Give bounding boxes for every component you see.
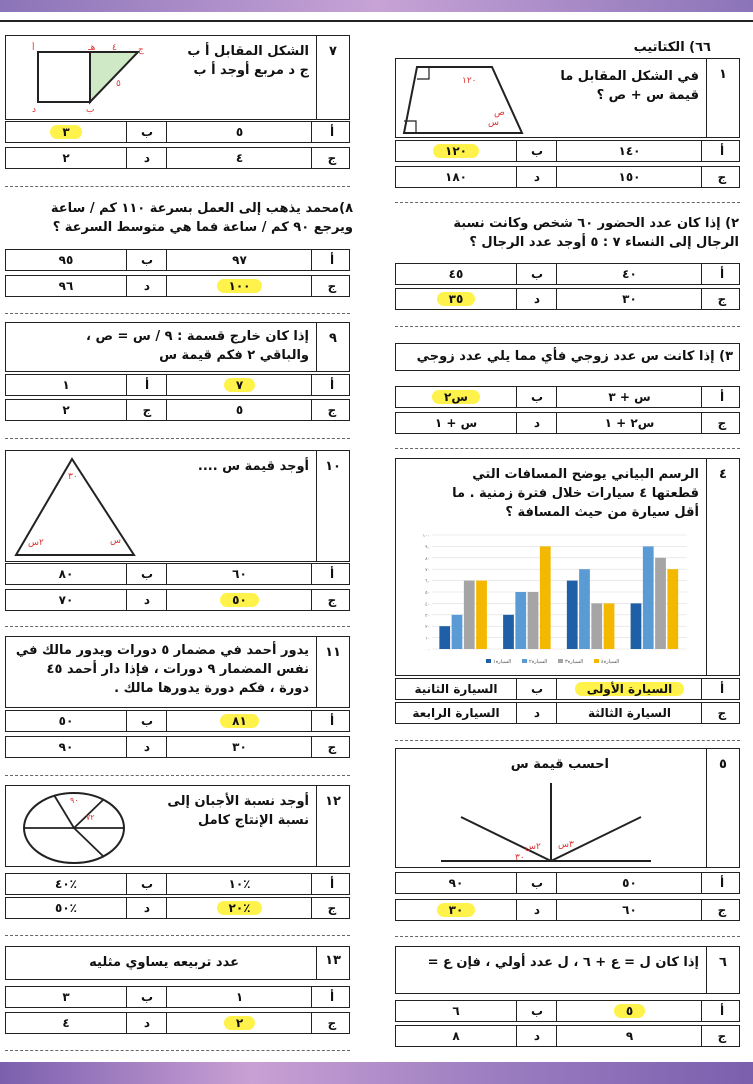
option-d-value[interactable]: ٧٠ xyxy=(58,593,74,607)
question-number: ١٣ xyxy=(325,953,341,968)
chart-bar xyxy=(579,569,590,649)
legend-label: السيارة٣ xyxy=(565,659,584,665)
option-d-letter: د xyxy=(516,289,557,309)
question-3-head xyxy=(395,343,740,371)
y-tick-label: ٠ xyxy=(427,648,430,653)
option-b-letter: ب xyxy=(126,122,167,142)
options-row xyxy=(395,263,740,285)
question-text: عدد تربيعه يساوي مثليه xyxy=(89,955,239,970)
angle-label-a: ٣٠ xyxy=(68,472,78,482)
separator xyxy=(5,186,350,187)
option-d-value[interactable]: ٥٠٪ xyxy=(55,901,77,915)
divider xyxy=(706,59,707,137)
option-d-value[interactable]: السيارة الرابعة xyxy=(412,706,500,720)
options-row xyxy=(5,710,350,732)
option-c-letter: ج xyxy=(701,289,742,309)
separator xyxy=(395,740,740,741)
divider xyxy=(706,459,707,675)
chart-bar xyxy=(515,592,526,649)
question-1-box xyxy=(395,58,740,138)
option-d-letter: د xyxy=(516,1026,557,1046)
vertex-c: ج xyxy=(138,45,144,55)
option-a-value: ٧ xyxy=(224,378,255,392)
option-a-value[interactable]: ٥ xyxy=(166,122,312,142)
pie-figure xyxy=(20,790,130,866)
option-c-value[interactable]: ٩ xyxy=(556,1026,702,1046)
options-row xyxy=(395,1000,740,1022)
y-tick-label: ٣٠ xyxy=(425,613,430,619)
legend-label: السيارة٢ xyxy=(529,659,548,665)
options-row xyxy=(395,702,740,724)
separator xyxy=(5,775,350,776)
option-a-letter: أ xyxy=(701,264,742,284)
option-c-value[interactable]: ٥ xyxy=(166,400,312,420)
option-c-value[interactable]: ٦٠ xyxy=(556,900,702,920)
question-11-box xyxy=(5,636,350,708)
angle-label-b: ٣س xyxy=(558,840,574,850)
separator xyxy=(5,1050,350,1051)
option-a-value[interactable]: س + ٣ xyxy=(556,387,702,407)
option-a-letter: أ xyxy=(701,679,742,699)
y-tick-label: ٥٠ xyxy=(425,591,430,596)
vertex-e: هـ xyxy=(88,43,96,53)
option-a-value-cell[interactable] xyxy=(556,679,702,699)
separator xyxy=(5,438,350,439)
option-a-letter: أ xyxy=(701,1001,742,1021)
option-b-value: س٢ xyxy=(432,390,480,404)
question-text: يدور أحمد في مضمار ٥ دورات ويدور مالك في نفس المضمار ٩ دورات ، فإذا دار أحمد ٤٥ دورة ، فكم دورة يدورها مالك . xyxy=(15,643,309,696)
legend-swatch xyxy=(558,659,563,663)
option-d-letter: د xyxy=(516,703,557,723)
option-a-letter: أ xyxy=(311,375,352,395)
divider xyxy=(706,947,707,993)
option-c-letter: ج xyxy=(311,276,352,296)
question-number: ١١ xyxy=(325,645,341,660)
option-c-value-cell[interactable] xyxy=(166,276,312,296)
option-d-value[interactable]: ٤ xyxy=(62,1016,70,1030)
y-tick-label: ٧٠ xyxy=(425,568,430,574)
vertex-d: د xyxy=(32,105,37,114)
triangle-figure xyxy=(10,455,140,559)
divider xyxy=(706,749,707,867)
bottom-decoration-bar xyxy=(0,1062,753,1084)
option-b-letter: ب xyxy=(126,711,167,731)
question-6-box xyxy=(395,946,740,994)
option-b-value[interactable]: ٤٥ xyxy=(448,267,464,281)
options-row xyxy=(5,121,350,143)
page-title: ٦٦) الكتاتيب xyxy=(633,40,711,55)
y-tick-label: ٨٠ xyxy=(425,556,430,562)
option-b-letter: ب xyxy=(516,873,557,893)
option-c-value[interactable]: ٣٠ xyxy=(166,737,312,757)
option-d-letter: د xyxy=(516,900,557,920)
option-d-letter: د xyxy=(126,1013,167,1033)
option-b-value[interactable]: السيارة الثانية xyxy=(414,682,498,696)
option-c-letter: ج xyxy=(311,898,352,918)
options-row xyxy=(395,166,740,188)
option-c-value[interactable]: السيارة الثالثة xyxy=(556,703,702,723)
option-c-letter: ج xyxy=(701,703,742,723)
option-c-letter: ج xyxy=(701,167,742,187)
square-figure xyxy=(28,42,178,114)
option-b-letter: ب xyxy=(516,141,557,161)
option-a-letter: أ xyxy=(701,387,742,407)
options-row xyxy=(395,412,740,434)
option-d-value: ٣٠ xyxy=(437,903,476,917)
option-b-letter: ب xyxy=(516,387,557,407)
question-10-box xyxy=(5,450,350,562)
chart-bar xyxy=(528,592,539,649)
options-row xyxy=(395,386,740,408)
option-a-value[interactable]: ٦٠ xyxy=(166,564,312,584)
options-row xyxy=(5,897,350,919)
question-number: ٣ xyxy=(725,349,733,364)
option-d-letter: د xyxy=(126,737,167,757)
options-row xyxy=(395,678,740,700)
question-text: محمد يذهب إلى العمل بسرعة ١١٠ كم / ساعة ويرجع ٩٠ كم / ساعة فما هي متوسط السرعة ؟ xyxy=(50,201,353,235)
option-d-value[interactable]: ١٨٠ xyxy=(445,170,467,184)
option-c-value-cell[interactable] xyxy=(166,590,312,610)
angle-label-s: س xyxy=(488,118,499,128)
question-5-box xyxy=(395,748,740,868)
question-number: ٤ xyxy=(719,467,727,482)
chart-bar xyxy=(452,615,463,649)
option-c-letter: ج xyxy=(311,590,352,610)
option-b-letter: ب xyxy=(516,264,557,284)
question-8-text: ٨)محمد يذهب إلى العمل بسرعة ١١٠ كم / ساعة ويرجع ٩٠ كم / ساعة فما هي متوسط السرعة ؟ xyxy=(50,201,353,235)
question-number: ٥ xyxy=(719,757,727,772)
question-number: ٨ xyxy=(345,201,353,216)
angle-label-c: ٣٠ xyxy=(515,853,525,863)
option-b-letter: ب xyxy=(126,250,167,270)
options-row xyxy=(395,1025,740,1047)
question-text: إذا كان ل = ع + ٦ ، ل عدد أولي ، فإن ع = xyxy=(427,955,699,970)
option-c-value: ١٠٠ xyxy=(217,279,263,293)
option-c-value[interactable]: ٣٠ xyxy=(556,289,702,309)
question-text: إذا كان خارج قسمة : ٩ / س = ص ، والباقي ٢ فكم قيمة س xyxy=(86,329,309,363)
question-text: إذا كانت س عدد زوجي فأي مما يلي عدد زوجي xyxy=(416,349,715,364)
angles-figure xyxy=(441,781,661,867)
option-b-letter: ب xyxy=(126,564,167,584)
option-d-value[interactable]: ٢ xyxy=(62,151,70,165)
option-d-value[interactable]: ٩٦ xyxy=(58,279,74,293)
option-d-value-cell[interactable] xyxy=(396,900,516,920)
separator xyxy=(5,313,350,314)
option-d-letter: د xyxy=(126,276,167,296)
legend-label: السيارة٤ xyxy=(601,659,620,665)
option-a-letter: أ xyxy=(311,711,352,731)
question-number: ١ xyxy=(719,67,727,82)
question-text: في الشكل المقابل ما قيمة س + ص ؟ xyxy=(560,69,699,103)
options-row xyxy=(5,249,350,271)
y-tick-label: ٢٠ xyxy=(425,625,430,631)
option-b-value[interactable]: ١ xyxy=(62,378,70,392)
question-9-box xyxy=(5,322,350,372)
option-d-letter: د xyxy=(516,167,557,187)
options-row xyxy=(5,736,350,758)
vertex-b: ب xyxy=(86,105,95,114)
legend-swatch xyxy=(594,659,599,663)
option-d-value[interactable]: س + ١ xyxy=(434,416,478,430)
option-c-value: ٢ xyxy=(224,1016,255,1030)
chart-bar xyxy=(476,581,487,649)
options-row xyxy=(5,563,350,585)
option-b-letter: أ xyxy=(126,375,167,395)
question-number: ١٠ xyxy=(325,459,341,474)
question-3-text: ٣) إذا كانت س عدد زوجي فأي مما يلي عدد زوجي xyxy=(416,349,733,364)
option-a-value[interactable]: ٩٧ xyxy=(166,250,312,270)
chart-bar xyxy=(439,626,450,649)
option-b-value-cell[interactable] xyxy=(6,122,126,142)
question-number: ٦ xyxy=(719,955,727,970)
question-number: ٩ xyxy=(329,331,337,346)
option-c-value: ٢٠٪ xyxy=(217,901,263,915)
option-c-letter: ج xyxy=(311,1013,352,1033)
separator xyxy=(395,202,740,203)
divider xyxy=(316,786,317,866)
vertex-a: أ xyxy=(32,43,35,53)
option-d-letter: د xyxy=(126,590,167,610)
options-row xyxy=(5,1012,350,1034)
legend-swatch xyxy=(522,659,527,663)
divider xyxy=(316,323,317,371)
y-tick-label: ٦٠ xyxy=(425,579,430,585)
option-a-letter: أ xyxy=(311,564,352,584)
chart-bar xyxy=(464,581,475,649)
option-c-value[interactable]: ١٥٠ xyxy=(556,167,702,187)
options-row xyxy=(5,873,350,895)
question-text: أوجد قيمة س .... xyxy=(197,459,309,474)
option-d-letter: ج xyxy=(126,400,167,420)
option-c-value[interactable]: س٢ + ١ xyxy=(556,413,702,433)
chart-bar xyxy=(503,615,514,649)
option-d-value[interactable]: ٩٠ xyxy=(58,740,74,754)
question-7-box xyxy=(5,35,350,120)
trapezoid-figure xyxy=(402,63,527,135)
option-c-letter: ج xyxy=(311,148,352,168)
option-b-value-cell[interactable] xyxy=(396,141,516,161)
chart-bar xyxy=(591,603,602,649)
option-a-letter: أ xyxy=(701,873,742,893)
options-row xyxy=(5,275,350,297)
option-a-value-cell[interactable] xyxy=(556,1001,702,1021)
angle-label-b: ٢س xyxy=(28,538,44,548)
options-row xyxy=(5,399,350,421)
option-a-letter: أ xyxy=(701,141,742,161)
angle-label-120: ١٢٠ xyxy=(462,76,477,86)
option-a-value[interactable]: ١٤٠ xyxy=(556,141,702,161)
divider xyxy=(316,947,317,979)
divider xyxy=(316,451,317,561)
angle-label-a: ٢س xyxy=(525,842,541,852)
option-d-value[interactable]: ٢ xyxy=(62,403,70,417)
divider xyxy=(316,637,317,707)
option-b-value[interactable]: ٣ xyxy=(62,990,70,1004)
chart-bar xyxy=(604,603,615,649)
option-c-value-cell[interactable] xyxy=(166,1013,312,1033)
question-12-box xyxy=(5,785,350,867)
option-a-value[interactable]: ٥٠ xyxy=(556,873,702,893)
sector-label-a: ٩٠ xyxy=(70,796,79,805)
side-label-5: ٥ xyxy=(116,79,121,89)
question-text: أوجد نسبة الأجبان إلى نسبة الإنتاج كامل xyxy=(167,794,309,828)
option-c-letter: ج xyxy=(701,1026,742,1046)
options-row xyxy=(5,374,350,396)
chart-bar xyxy=(540,546,551,649)
question-text: إذا كان عدد الحضور ٦٠ شخص وكانت نسبة الرجال إلى النساء ٧ : ٥ أوجد عدد الرجال ؟ xyxy=(453,216,739,250)
chart-bar xyxy=(655,558,666,649)
chart-bar xyxy=(667,569,678,649)
y-tick-label: ١٠ xyxy=(425,636,430,642)
question-number: ١٢ xyxy=(325,794,341,809)
question-text: الشكل المقابل أ ب ج د مربع أوجد أ ب xyxy=(187,44,309,78)
option-c-letter: ج xyxy=(311,737,352,757)
option-d-value-cell[interactable] xyxy=(396,289,516,309)
option-b-letter: ب xyxy=(516,1001,557,1021)
options-row xyxy=(395,899,740,921)
option-b-value[interactable]: ٩٠ xyxy=(448,876,464,890)
separator xyxy=(395,326,740,327)
separator xyxy=(395,936,740,937)
y-tick-label: ٤٠ xyxy=(425,602,430,608)
option-b-value-cell[interactable] xyxy=(396,387,516,407)
option-c-value: ٥٠ xyxy=(220,593,259,607)
chart-bar xyxy=(631,603,642,649)
question-number: ٢ xyxy=(731,216,739,231)
option-b-value[interactable]: ٨٠ xyxy=(58,567,74,581)
option-a-letter: أ xyxy=(311,987,352,1007)
option-d-letter: د xyxy=(516,413,557,433)
option-a-value[interactable]: ١ xyxy=(166,987,312,1007)
y-tick-label: ١٠٠ xyxy=(422,534,430,539)
y-tick-label: ٩٠ xyxy=(425,545,430,551)
options-row xyxy=(5,589,350,611)
option-d-value[interactable]: ٨ xyxy=(452,1029,460,1043)
option-b-letter: ب xyxy=(126,987,167,1007)
options-row xyxy=(395,872,740,894)
option-a-value-cell[interactable] xyxy=(166,375,312,395)
question-number: ٧ xyxy=(329,44,337,59)
option-a-value[interactable]: ٤٠ xyxy=(556,264,702,284)
option-a-value-cell[interactable] xyxy=(166,711,312,731)
options-row xyxy=(395,140,740,162)
option-c-letter: ج xyxy=(311,400,352,420)
divider xyxy=(316,36,317,119)
option-b-letter: ب xyxy=(126,874,167,894)
chart-bar xyxy=(643,546,654,649)
option-b-value: ١٢٠ xyxy=(433,144,479,158)
option-c-letter: ج xyxy=(701,413,742,433)
option-c-value-cell[interactable] xyxy=(166,898,312,918)
option-a-letter: أ xyxy=(311,874,352,894)
legend-swatch xyxy=(486,659,491,663)
sector-label-b: ٧٢ xyxy=(86,813,95,822)
option-a-value[interactable]: ١٠٪ xyxy=(166,874,312,894)
option-a-letter: أ xyxy=(311,122,352,142)
separator xyxy=(5,626,350,627)
separator xyxy=(5,935,350,936)
option-b-value: ٣ xyxy=(50,125,81,139)
options-row xyxy=(5,147,350,169)
option-c-value[interactable]: ٤ xyxy=(166,148,312,168)
angle-label-c: س xyxy=(110,536,121,546)
option-d-letter: د xyxy=(126,898,167,918)
top-decoration-bar xyxy=(0,0,753,12)
option-c-letter: ج xyxy=(701,900,742,920)
option-b-letter: ب xyxy=(516,679,557,699)
bar-chart xyxy=(416,531,691,673)
option-a-letter: أ xyxy=(311,250,352,270)
options-row xyxy=(395,288,740,310)
question-2-text: ٢) إذا كان عدد الحضور ٦٠ شخص وكانت نسبة الرجال إلى النساء ٧ : ٥ أوجد عدد الرجال ؟ xyxy=(453,216,739,250)
option-b-value[interactable]: ٦ xyxy=(452,1004,460,1018)
option-d-value: ٣٥ xyxy=(437,292,476,306)
options-row xyxy=(5,986,350,1008)
question-13-box xyxy=(5,946,350,980)
question-text: احسب قيمة س xyxy=(510,757,609,772)
option-a-value: ٨١ xyxy=(220,714,259,728)
option-b-value[interactable]: ٤٠٪ xyxy=(55,877,77,891)
separator xyxy=(395,448,740,449)
header-rule xyxy=(0,20,753,22)
option-b-value[interactable]: ٩٥ xyxy=(58,253,74,267)
angle-label-p: ص xyxy=(494,108,505,118)
chart-bar xyxy=(567,581,578,649)
option-b-value[interactable]: ٥٠ xyxy=(58,714,74,728)
legend-label: السيارة١ xyxy=(493,659,512,665)
option-a-value: السيارة الأولى xyxy=(575,682,685,696)
question-4-box xyxy=(395,458,740,676)
question-text: الرسم البياني يوضح المسافات التي قطعتها ٤ سيارات خلال فترة زمنية . ما أقل سيارة من حيث المسافة ؟ xyxy=(452,467,699,520)
side-label-4: ٤ xyxy=(112,43,117,53)
option-a-value: ٥ xyxy=(614,1004,645,1018)
option-d-letter: د xyxy=(126,148,167,168)
